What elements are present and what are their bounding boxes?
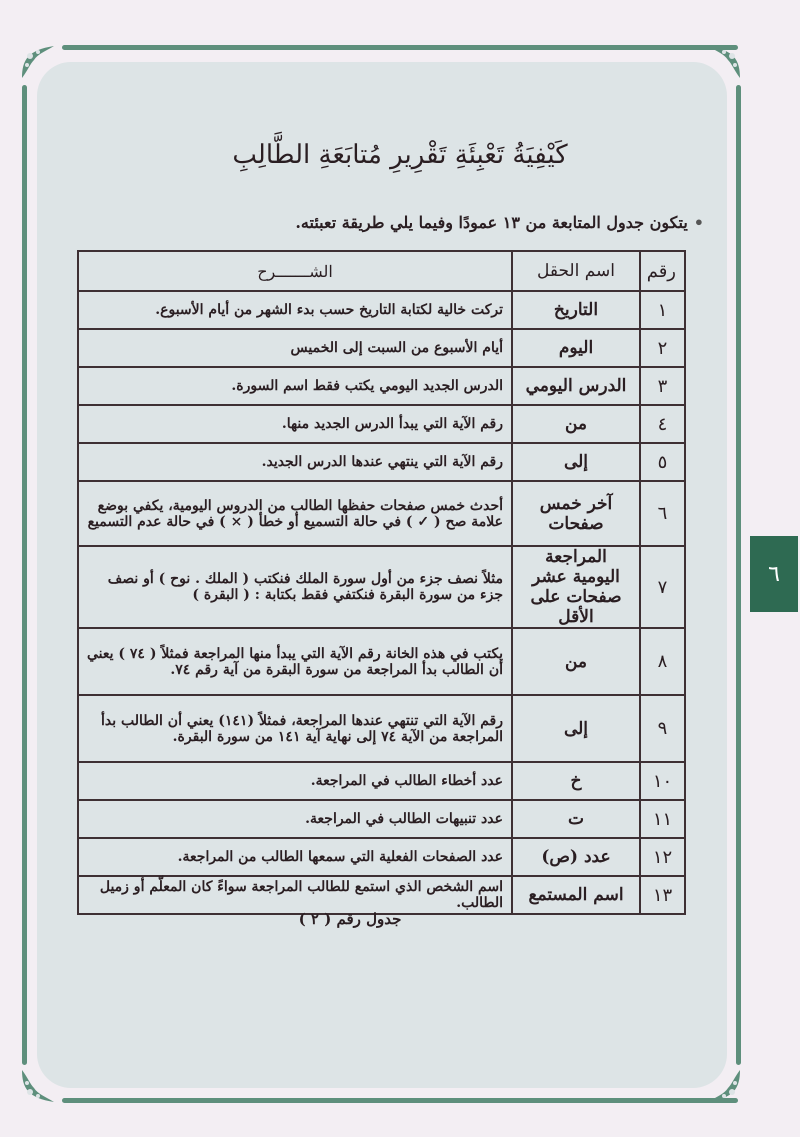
table-row [78,291,685,329]
row-number: ٢ [640,329,685,367]
row-number: ١ [640,291,685,329]
table-header-row [78,251,685,291]
row-description: الدرس الجديد اليومي يكتب فقط اسم السورة. [78,367,512,405]
tracking-fields-table [77,250,686,915]
row-description: رقم الآية التي ينتهي عندها الدرس الجديد. [78,443,512,481]
row-number: ١٣ [640,876,685,914]
table-row [78,695,685,762]
row-field-name: خ [512,762,640,800]
row-field-name: اليوم [512,329,640,367]
row-field-name: الدرس اليومي [512,367,640,405]
frame-right-border [736,85,741,1065]
page-number-tab [750,536,798,612]
row-field-name: من [512,628,640,695]
page-title: كَيْفِيَةُ تَعْبِئَةِ تَقْرِيرِ مُتابَعَةِ الطَّالِبِ [232,140,568,170]
table-row [78,800,685,838]
table-row [78,443,685,481]
row-field-name: المراجعة اليومية عشر صفحات على الأقل [512,546,640,628]
page-number: ٦ [768,561,780,587]
row-number: ٧ [640,546,685,628]
row-field-name: ت [512,800,640,838]
row-number: ١٠ [640,762,685,800]
table-row [78,762,685,800]
row-field-name: إلى [512,443,640,481]
row-description: عدد الصفحات الفعلية التي سمعها الطالب من المراجعة. [78,838,512,876]
intro-sentence: يتكون جدول المتابعة من ١٣ عمودًا وفيما يلي طريقة تعبئته. [295,213,688,232]
table-row [78,876,685,914]
row-field-name: التاريخ [512,291,640,329]
frame-left-border [22,85,27,1065]
table-row [78,838,685,876]
row-description: عدد أخطاء الطالب في المراجعة. [78,762,512,800]
row-number: ٤ [640,405,685,443]
row-number: ١١ [640,800,685,838]
table-caption: جدول رقم ( ٢ ) [298,910,402,928]
row-description: رقم الآية التي يبدأ الدرس الجديد منها. [78,405,512,443]
row-number: ٥ [640,443,685,481]
row-description: مثلاً نصف جزء من أول سورة الملك فنكتب ( الملك . نوح ) أو نصف جزء من سورة البقرة فنكتفي فقط بكتابة : ( البقرة ) [78,546,512,628]
table-row [78,546,685,628]
bullet-icon: • [693,213,704,232]
table-row [78,405,685,443]
row-description: أيام الأسبوع من السبت إلى الخميس [78,329,512,367]
row-field-name: آخر خمس صفحات [512,481,640,546]
header-number: رقم [640,251,685,291]
row-description: يكتب في هذه الخانة رقم الآية التي يبدأ منها المراجعة فمثلاً ( ٧٤ ) يعني أن الطالب بدأ المراجعة من سورة البقرة من آية رقم ٧٤. [78,628,512,695]
row-number: ٩ [640,695,685,762]
table-row [78,367,685,405]
header-field-name: اسم الحقل [512,251,640,291]
row-number: ٨ [640,628,685,695]
table-row [78,329,685,367]
row-field-name: من [512,405,640,443]
row-description: عدد تنبيهات الطالب في المراجعة. [78,800,512,838]
frame-top-border [62,45,738,50]
table-row [78,481,685,546]
row-field-name: عدد (ص) [512,838,640,876]
table-row [78,628,685,695]
row-field-name: إلى [512,695,640,762]
row-description: أحدث خمس صفحات حفظها الطالب من الدروس اليومية، يكفي بوضع علامة صح ( ✓ ) في حالة التسميع أو خطأ ( × ) في حالة عدم التسميع [78,481,512,546]
row-description: تركت خالية لكتابة التاريخ حسب بدء الشهر من أيام الأسبوع. [78,291,512,329]
row-number: ٦ [640,481,685,546]
row-description: رقم الآية التي تنتهي عندها المراجعة، فمثلاً (١٤١) يعني أن الطالب بدأ المراجعة من الآية ٧٤ إلى نهاية آية ١٤١ من سورة البقرة. [78,695,512,762]
row-number: ٣ [640,367,685,405]
frame-bottom-border [62,1098,738,1103]
row-field-name: اسم المستمع [512,876,640,914]
header-description: الشـــــــرح [78,251,512,291]
intro-text [295,213,704,232]
row-description: اسم الشخص الذي استمع للطالب المراجعة سواءً كان المعلّم أو زميل الطالب. [78,876,512,914]
row-number: ١٢ [640,838,685,876]
